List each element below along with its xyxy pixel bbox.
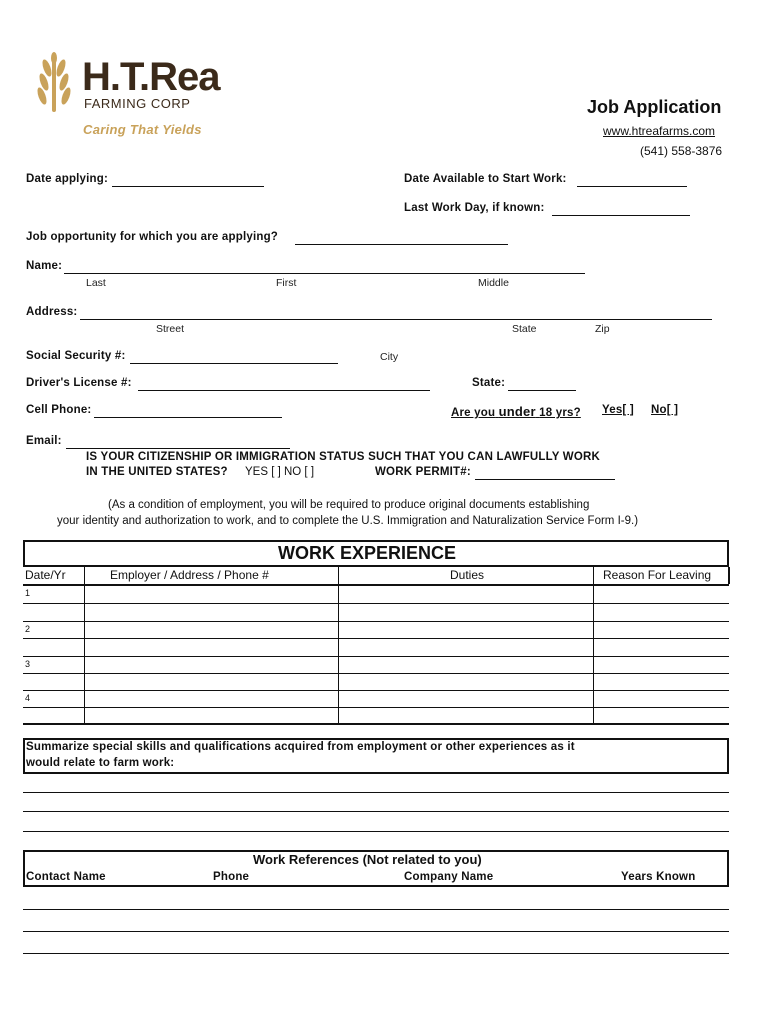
drivers-license-field[interactable]: [138, 390, 430, 391]
citizenship-question: IS YOUR CITIZENSHIP OR IMMIGRATION STATUS SUCH THAT YOU CAN LAWFULLY WORK: [86, 451, 601, 463]
table-row[interactable]: [23, 603, 729, 604]
we-row-number-4: 4: [25, 693, 31, 703]
table-row[interactable]: [23, 638, 729, 639]
cell-phone-label: Cell Phone:: [26, 404, 92, 416]
date-available-field[interactable]: [577, 186, 687, 187]
ref-col-years: Years Known: [621, 871, 696, 883]
drivers-license-label: Driver's License #:: [26, 377, 132, 389]
last-work-day-field[interactable]: [552, 215, 690, 216]
under18-yes-checkbox[interactable]: Yes[ ]: [602, 404, 634, 416]
ssn-field[interactable]: [130, 363, 338, 364]
company-subtitle: FARMING CORP: [84, 96, 191, 111]
skills-answer-line[interactable]: [23, 831, 729, 832]
company-name: H.T.Rea: [82, 55, 220, 99]
date-applying-field[interactable]: [112, 186, 264, 187]
skills-prompt-1: Summarize special skills and qualifications acquired from employment or other experiences as it: [26, 741, 575, 753]
name-middle-hint: Middle: [478, 277, 509, 289]
table-row[interactable]: [23, 673, 729, 674]
we-col-duties: Duties: [450, 568, 485, 582]
skills-answer-line[interactable]: [23, 811, 729, 812]
wheat-icon: [34, 52, 74, 114]
ref-col-contact: Contact Name: [26, 871, 106, 883]
table-row[interactable]: [23, 656, 729, 657]
address-street-hint: Street: [156, 323, 185, 335]
under18-question: [451, 404, 581, 419]
condition-text-2: your identity and authorization to work, and to complete the U.S. Immigration and Naturalization Service Form I-9.): [57, 515, 639, 527]
we-row-number-1: 1: [25, 588, 31, 598]
table-row[interactable]: [23, 621, 729, 622]
work-permit-label: WORK PERMIT#:: [375, 466, 471, 478]
company-tagline: Caring That Yields: [83, 122, 202, 137]
we-divider-1: [84, 567, 85, 723]
date-available-label: Date Available to Start Work:: [404, 173, 567, 185]
job-opportunity-label: Job opportunity for which you are applying?: [26, 231, 279, 243]
name-field[interactable]: [64, 273, 585, 274]
state-label: State:: [472, 377, 506, 389]
we-divider-2: [338, 567, 339, 723]
reference-line[interactable]: [23, 931, 729, 932]
ref-col-phone: Phone: [213, 871, 250, 883]
skills-answer-line[interactable]: [23, 792, 729, 793]
name-last-hint: Last: [86, 277, 106, 289]
under18-suffix: 18 yrs?: [539, 407, 581, 419]
we-divider-right: [728, 567, 730, 584]
email-label: Email:: [26, 435, 62, 447]
table-row[interactable]: [23, 690, 729, 691]
last-work-day-label: Last Work Day, if known:: [404, 202, 545, 214]
under18-mid: under: [498, 404, 536, 419]
email-field[interactable]: [66, 448, 290, 449]
reference-line[interactable]: [23, 909, 729, 910]
name-label: Name:: [26, 260, 63, 272]
address-zip-hint: Zip: [595, 323, 610, 335]
we-col-reason: Reason For Leaving: [603, 568, 712, 582]
we-header-bottom: [23, 584, 729, 586]
address-field[interactable]: [80, 319, 712, 320]
ref-col-company: Company Name: [404, 871, 494, 883]
ssn-label: Social Security #:: [26, 350, 126, 362]
we-row-number-3: 3: [25, 659, 31, 669]
reference-line[interactable]: [23, 953, 729, 954]
condition-text-1: (As a condition of employment, you will be required to produce original documents establishing: [108, 499, 590, 511]
cell-phone-field[interactable]: [94, 417, 282, 418]
company-phone: (541) 558-3876: [640, 144, 723, 158]
city-hint: City: [380, 351, 399, 363]
under18-no-checkbox[interactable]: No[ ]: [651, 404, 679, 416]
we-col-date: Date/Yr: [25, 568, 66, 582]
table-row[interactable]: [23, 723, 729, 725]
skills-prompt-2: would relate to farm work:: [26, 757, 175, 769]
work-experience-title: WORK EXPERIENCE: [278, 543, 457, 563]
name-first-hint: First: [276, 277, 297, 289]
website-link[interactable]: www.htreafarms.com: [603, 124, 716, 138]
page-title: Job Application: [587, 97, 722, 117]
state-field[interactable]: [508, 390, 576, 391]
under18-prefix: Are you: [451, 407, 496, 419]
address-label: Address:: [26, 306, 78, 318]
date-applying-label: Date applying:: [26, 173, 109, 185]
references-title: Work References (Not related to you): [253, 852, 482, 867]
table-row[interactable]: [23, 707, 729, 708]
we-col-employer: Employer / Address / Phone #: [110, 568, 269, 582]
we-row-number-2: 2: [25, 624, 31, 634]
address-state-hint: State: [512, 323, 537, 335]
work-permit-field[interactable]: [475, 479, 615, 480]
job-opportunity-field[interactable]: [295, 244, 508, 245]
we-divider-3: [593, 567, 594, 723]
citizenship-question-cont: IN THE UNITED STATES?: [86, 466, 228, 478]
citizenship-yes-no[interactable]: YES [ ] NO [ ]: [245, 466, 315, 478]
